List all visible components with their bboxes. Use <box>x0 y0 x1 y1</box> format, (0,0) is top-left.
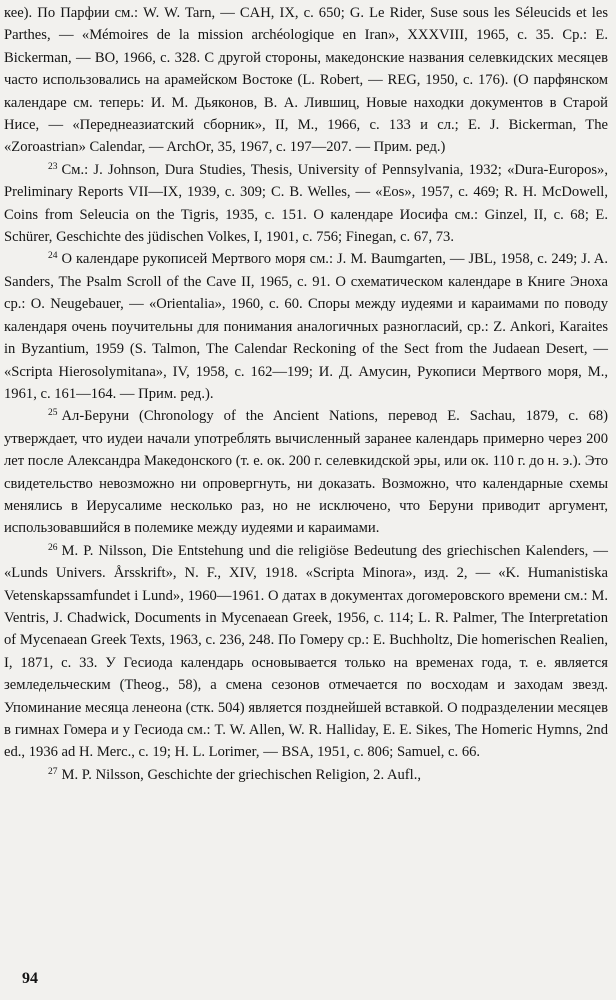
footnotes <box>4 2 608 786</box>
footnote-24 <box>4 248 608 405</box>
footnote-26 <box>4 540 608 764</box>
footnote-number: 23 <box>48 161 58 172</box>
footnote-number: 25 <box>48 408 58 419</box>
footnote-22-continuation <box>4 2 608 159</box>
footnote-number: 26 <box>48 542 58 553</box>
footnote-text: M. P. Nilsson, Die Entstehung und die religiöse Bedeutung des griechischen Kalenders, — «Lunds Univers. Årsskrift», N. F., XIV, 1918. «Scripta Minora», изд. 2, — «K. Humanistiska Vetenskapssamfundet i Lund», 1960—1961. О датах в документах догомеровского времени см.: M. Ventris, J. Chadwick, Documents in Mycenaean Greek, 1956, с. 114; L. R. Palmer, The Interpretation of Mycenaean Greek Texts, 1963, с. 236, 248. По Гомеру ср.: E. Buchholtz, Die homerischen Realien, I, 1871, с. 33. У Гесиода календарь основывается только на временах года, т. е. является земледельческим (Theog., 58), а смена сезонов отмечается по восходам и заходам звезд. Упоминание месяца ленеона (стк. 504) является позднейшей вставкой. О подразделении месяцев в гимнах Гомера и у Гесиода см.: T. W. Allen, W. R. Halliday, E. E. Sikes, The Homeric Hymns, 2nd ed., 1936 ad H. Merc., с. 19; H. L. Lorimer, — BSA, 1951, с. 806; Samuel, с. 66. <box>4 542 608 761</box>
footnote-text: См.: J. Johnson, Dura Studies, Thesis, University of Pennsylvania, 1932; «Dura-Europos», Preliminary Reports VII—IX, 1939, с. 309; C. B. Welles, — «Eos», 1957, с. 469; R. H. McDowell, Coins from Seleucia on the Tigris, 1935, с. 151. О календаре Иосифа см.: Ginzel, II, с. 68; E. Schürer, Geschichte des jüdischen Volkes, I, 1901, с. 756; Finegan, с. 67, 73. <box>4 161 608 246</box>
footnote-27 <box>4 764 608 786</box>
footnote-25 <box>4 405 608 539</box>
footnote-number: 27 <box>48 766 58 777</box>
footnote-text: Ал-Беруни (Chronology of the Ancient Nations, перевод E. Sachau, 1879, с. 68) утверждает, что иудеи начали употреблять вычисленный заранее календарь примерно через 200 лет после Александра Македонского (т. е. ок. 200 г. селевкидской эры, или ок. 110 г. до н. э.). Это свидетельство невозможно ни опровергнуть, ни доказать. Возможно, что календарные схемы менялись в Иерусалиме несколько раз, но не исключено, что Беруни приводит аргумент, использовавшийся в полемике между иудеями и караимами. <box>4 408 608 537</box>
footnote-text: кее). По Парфии см.: W. W. Tarn, — CAH, IX, с. 650; G. Le Rider, Suse sous les Séleucids et les Parthes, — «Mémoires de la mission archéologique en Iran», XXXVIII, 1965, с. 35. Ср.: E. Bickerman, — BO, 1966, с. 328. С другой стороны, македонские названия селевкидских месяцев часто использовались на арамейском Востоке (L. Robert, — REG, 1950, с. 176). (О парфянском календаре см. теперь: И. М. Дьяконов, В. А. Лившиц, Новые находки документов в Старой Нисе, — «Переднеазиатский сборник», II, М., 1966, с. 133 и сл.; E. J. Bickerman, The «Zoroastrian» Calendar, — ArchOr, 35, 1967, с. 197—207. — Прим. ред.) <box>4 5 608 156</box>
page-number: 94 <box>22 970 38 987</box>
book-page <box>4 2 608 992</box>
footnote-23 <box>4 159 608 249</box>
footnote-number: 24 <box>48 251 58 262</box>
footnote-text: О календаре рукописей Мертвого моря см.: J. M. Baumgarten, — JBL, 1958, с. 249; J. A. Sanders, The Psalm Scroll of the Cave II, 1965, с. 91. О схематическом календаре в Книге Эноха ср.: O. Neugebauer, — «Orientalia», 1960, с. 60. Споры между иудеями и караимами по поводу календаря очень поучительны для понимания аналогичных разногласий, ср.: Z. Ankori, Karaites in Byzantium, 1959 (S. Talmon, The Calendar Reckoning of the Sect from the Judaean Desert, — «Scripta Hierosolymitana», IV, 1958, с. 162—199; И. Д. Амусин, Рукописи Мертвого моря, М., 1961, с. 161—164. — Прим. ред.). <box>4 251 608 402</box>
footnote-text: M. P. Nilsson, Geschichte der griechischen Religion, 2. Aufl., <box>61 766 422 783</box>
